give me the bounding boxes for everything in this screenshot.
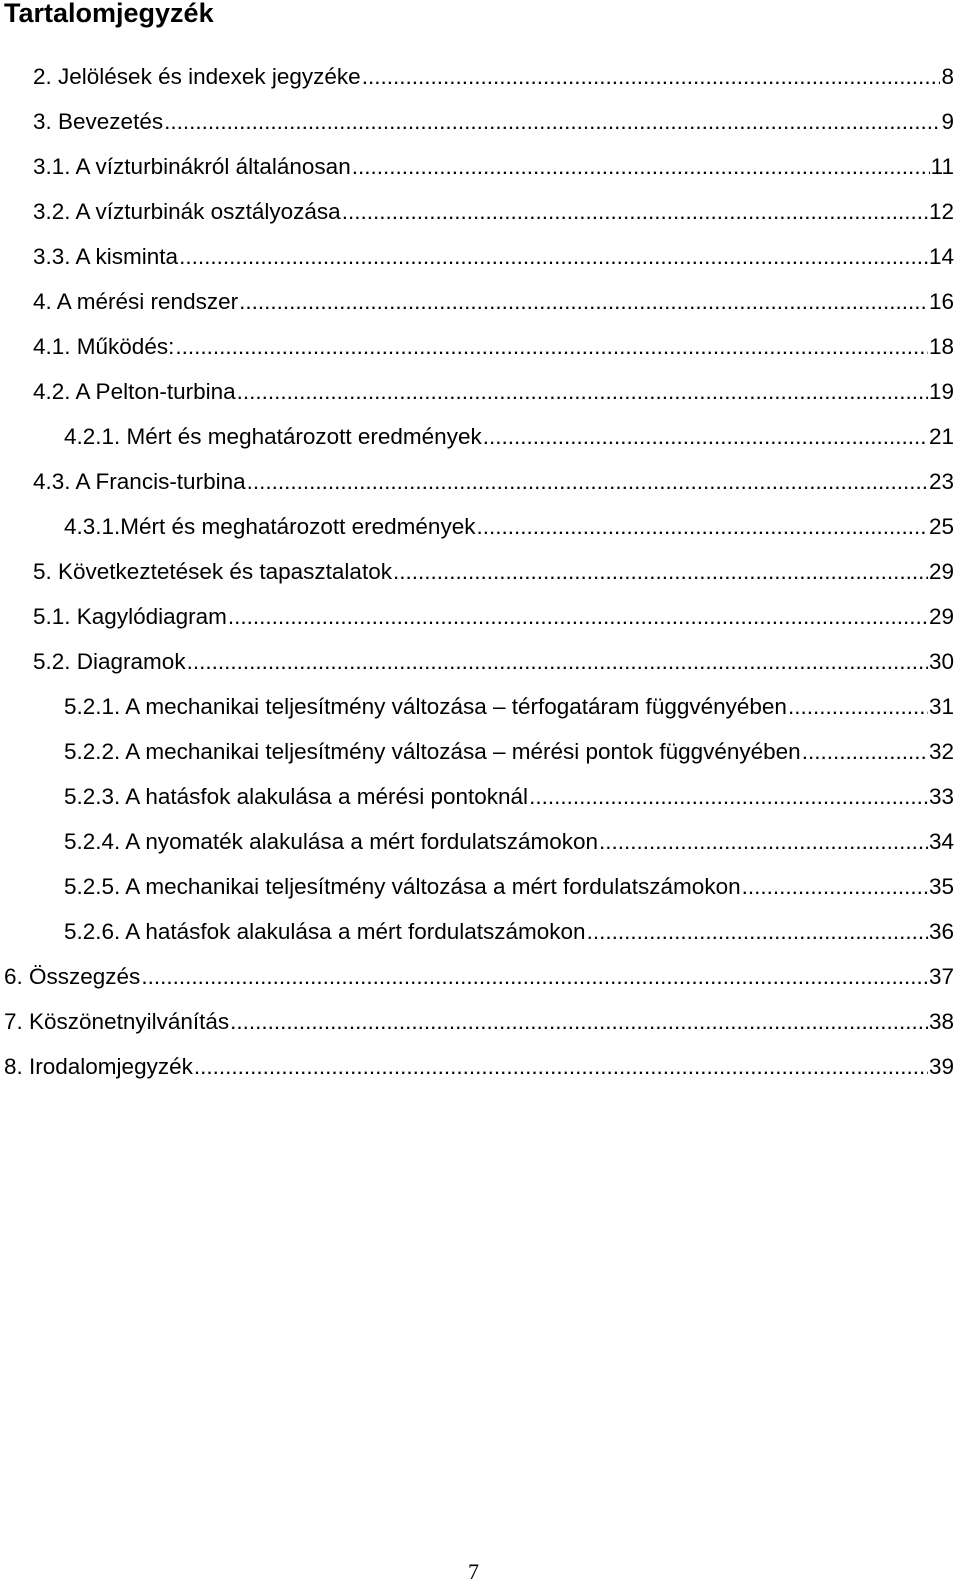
- toc-entry[interactable]: [4, 960, 954, 992]
- toc-dot-leader: [175, 332, 928, 362]
- toc-entry-label: 5.2.3. A hatásfok alakulása a mérési pontoknál: [64, 784, 529, 809]
- toc-entry-label: 5.2.5. A mechanikai teljesítmény változása a mért fordulatszámokon: [64, 874, 741, 899]
- toc-dot-leader: [237, 377, 928, 407]
- toc-dot-leader: [393, 557, 928, 587]
- toc-entry[interactable]: [4, 1050, 954, 1082]
- toc-entry-page: 19: [928, 379, 954, 404]
- page-number: 7: [468, 1559, 479, 1584]
- toc-dot-leader: [187, 647, 928, 677]
- toc-entry[interactable]: [33, 240, 954, 272]
- toc-dot-leader: [483, 422, 928, 452]
- toc-entry[interactable]: [33, 105, 954, 137]
- toc-entry-label: 5. Következtetések és tapasztalatok: [33, 559, 392, 584]
- toc-entry-label: 4.2. A Pelton-turbina: [33, 379, 236, 404]
- toc-entry-label: 6. Összegzés: [4, 964, 141, 989]
- toc-entry-label: 2. Jelölések és indexek jegyzéke: [33, 64, 361, 89]
- toc-entry-label: 5.2.4. A nyomaték alakulása a mért fordulatszámokon: [64, 829, 599, 854]
- toc-title: Tartalomjegyzék: [4, 0, 214, 28]
- toc-entry-label: 5.2.6. A hatásfok alakulása a mért fordulatszámokon: [64, 919, 586, 944]
- toc-dot-leader: [476, 512, 928, 542]
- toc-entry[interactable]: [64, 915, 954, 947]
- toc-entry-page: 30: [928, 649, 954, 674]
- toc-entry[interactable]: [33, 645, 954, 677]
- toc-entry[interactable]: [33, 555, 954, 587]
- toc-dot-leader: [587, 917, 928, 947]
- toc-entry-label: 3. Bevezetés: [33, 109, 164, 134]
- toc-entry-page: 25: [928, 514, 954, 539]
- toc-entry-page: 39: [928, 1054, 954, 1079]
- toc-dot-leader: [529, 782, 928, 812]
- toc-dot-leader: [194, 1052, 928, 1082]
- toc-dot-leader: [802, 737, 928, 767]
- toc-entry-label: 4.3.1.Mért és meghatározott eredmények: [64, 514, 476, 539]
- toc-entry-page: 34: [928, 829, 954, 854]
- toc-dot-leader: [141, 962, 928, 992]
- toc-entry[interactable]: [64, 870, 954, 902]
- toc-dot-leader: [788, 692, 928, 722]
- toc-dot-leader: [230, 1007, 928, 1037]
- toc-entry-label: 5.2.1. A mechanikai teljesítmény változása – térfogatáram függvényében: [64, 694, 787, 719]
- toc-dot-leader: [342, 197, 928, 227]
- toc-dot-leader: [228, 602, 928, 632]
- toc-entry-label: 5.2.2. A mechanikai teljesítmény változása – mérési pontok függvényében: [64, 739, 801, 764]
- toc-entry-page: 29: [928, 559, 954, 584]
- toc-entry-label: 8. Irodalomjegyzék: [4, 1054, 193, 1079]
- toc-entry[interactable]: [33, 195, 954, 227]
- toc-entry[interactable]: [64, 780, 954, 812]
- toc-entry-page: 21: [928, 424, 954, 449]
- toc-entry-page: 35: [928, 874, 954, 899]
- toc-entry-page: 11: [930, 154, 954, 179]
- toc-entry-label: 4.3. A Francis-turbina: [33, 469, 246, 494]
- toc-dot-leader: [362, 62, 941, 92]
- toc-dot-leader: [164, 107, 940, 137]
- toc-entry-page: 9: [941, 109, 954, 134]
- toc-entry[interactable]: [64, 690, 954, 722]
- toc-entry[interactable]: [33, 285, 954, 317]
- toc-entry[interactable]: [33, 330, 954, 362]
- toc-entry-label: 4. A mérési rendszer: [33, 289, 239, 314]
- toc-dot-leader: [247, 467, 928, 497]
- toc-entry[interactable]: [4, 1005, 954, 1037]
- toc-entry[interactable]: [33, 600, 954, 632]
- toc-entry-label: 7. Köszönetnyilvánítás: [4, 1009, 230, 1034]
- toc-entry[interactable]: [64, 825, 954, 857]
- toc-entry[interactable]: [33, 60, 954, 92]
- toc-dot-leader: [179, 242, 928, 272]
- toc-dot-leader: [599, 827, 928, 857]
- toc-entry-page: 29: [928, 604, 954, 629]
- toc-dot-leader: [352, 152, 930, 182]
- toc-entry-page: 32: [928, 739, 954, 764]
- toc-entry-label: 4.1. Működés:: [33, 334, 175, 359]
- toc-dot-leader: [742, 872, 928, 902]
- toc-entry-label: 5.2. Diagramok: [33, 649, 186, 674]
- toc-entry-label: 5.1. Kagylódiagram: [33, 604, 227, 629]
- toc-entry[interactable]: [64, 510, 954, 542]
- toc-entry[interactable]: [64, 420, 954, 452]
- toc-entry-page: 31: [928, 694, 954, 719]
- toc-entry-label: 3.2. A vízturbinák osztályozása: [33, 199, 341, 224]
- toc-entry-page: 36: [928, 919, 954, 944]
- toc-entry-page: 23: [928, 469, 954, 494]
- toc-entry-page: 14: [928, 244, 954, 269]
- toc-entry[interactable]: [33, 150, 954, 182]
- toc-entry-page: 18: [928, 334, 954, 359]
- toc-entry-page: 8: [941, 64, 954, 89]
- toc-entry-page: 16: [928, 289, 954, 314]
- toc-entry-label: 4.2.1. Mért és meghatározott eredmények: [64, 424, 482, 449]
- toc-entry[interactable]: [33, 375, 954, 407]
- toc-entry-page: 12: [928, 199, 954, 224]
- toc-dot-leader: [239, 287, 928, 317]
- toc-entry-label: 3.3. A kisminta: [33, 244, 179, 269]
- toc-entry-page: 33: [928, 784, 954, 809]
- toc-entry-page: 38: [928, 1009, 954, 1034]
- toc-entry-label: 3.1. A vízturbinákról általánosan: [33, 154, 351, 179]
- toc-entry-page: 37: [928, 964, 954, 989]
- toc-entry[interactable]: [33, 465, 954, 497]
- toc-entry[interactable]: [64, 735, 954, 767]
